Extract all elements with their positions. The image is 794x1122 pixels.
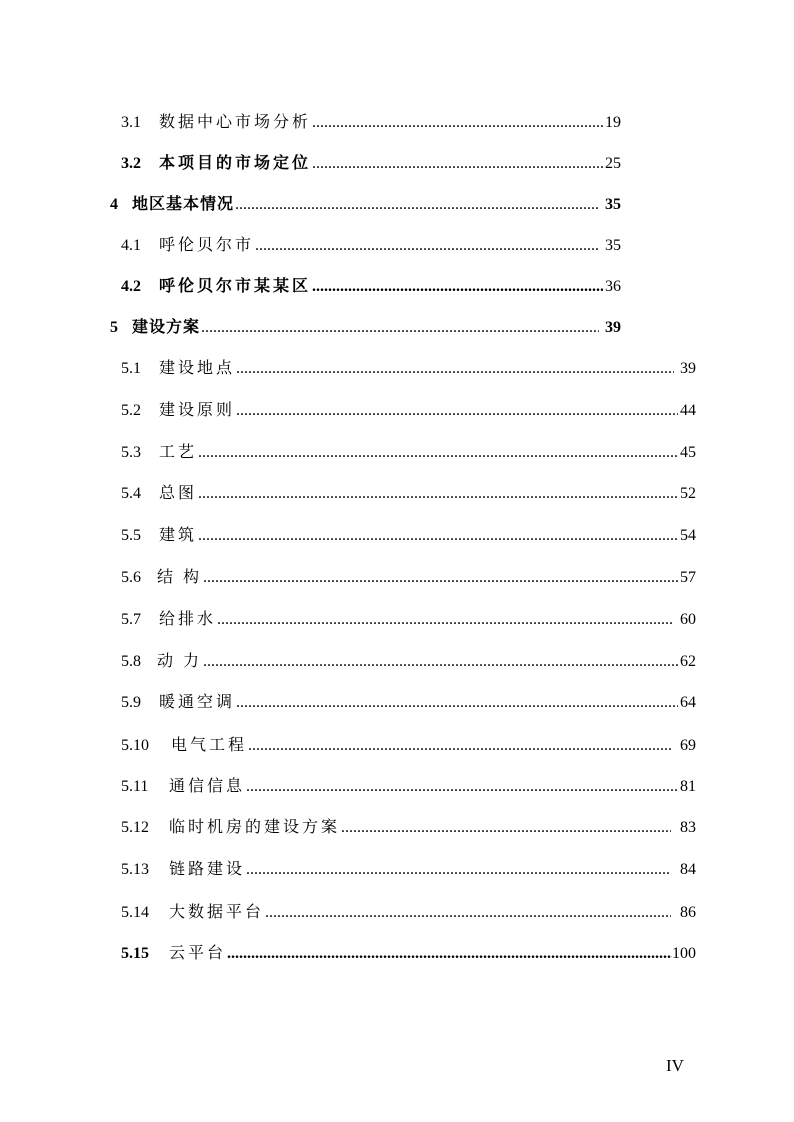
toc-page: 64 bbox=[680, 694, 696, 711]
toc-leader bbox=[312, 154, 603, 174]
toc-page: 36 bbox=[605, 278, 621, 295]
toc-title: 临时机房的建设方案 bbox=[169, 819, 341, 836]
toc-page: 84 bbox=[680, 861, 696, 878]
toc-title: 大数据平台 bbox=[169, 904, 265, 921]
toc-leader bbox=[203, 568, 678, 588]
toc-entry-5-15[interactable] bbox=[121, 944, 696, 964]
toc-entry-5-1[interactable] bbox=[121, 359, 696, 379]
toc-number: 5.6 bbox=[121, 569, 141, 586]
toc-number: 4.1 bbox=[121, 237, 141, 254]
toc-title: 通信信息 bbox=[169, 778, 246, 795]
toc-title: 总图 bbox=[159, 485, 198, 502]
toc-number: 5.8 bbox=[121, 653, 141, 670]
toc-entry-5-4[interactable] bbox=[121, 484, 696, 504]
toc-number: 5.14 bbox=[121, 904, 149, 921]
toc-page: 52 bbox=[680, 485, 696, 502]
toc-number: 4.2 bbox=[121, 278, 141, 295]
toc-leader bbox=[201, 318, 599, 338]
toc-number: 5.3 bbox=[121, 444, 141, 461]
toc-leader bbox=[246, 860, 671, 880]
toc-page: 35 bbox=[605, 237, 621, 254]
toc-entry-5-14[interactable] bbox=[121, 903, 696, 923]
toc-number: 3.1 bbox=[121, 114, 141, 131]
toc-entry-4[interactable] bbox=[110, 195, 621, 215]
toc-leader bbox=[312, 277, 603, 297]
toc-number: 5.9 bbox=[121, 694, 141, 711]
toc-page: 45 bbox=[680, 444, 696, 461]
toc-entry-5-10[interactable] bbox=[121, 736, 696, 756]
page-number: IV bbox=[666, 1056, 684, 1075]
toc-title: 数据中心市场分析 bbox=[159, 114, 312, 131]
toc-leader bbox=[198, 526, 678, 546]
toc-title: 本项目的市场定位 bbox=[159, 155, 312, 172]
toc-page: 100 bbox=[672, 945, 696, 962]
toc-entry-5-3[interactable] bbox=[121, 443, 696, 463]
toc-title: 云平台 bbox=[169, 945, 227, 962]
toc-page: 83 bbox=[680, 819, 696, 836]
toc-number: 5.12 bbox=[121, 819, 149, 836]
toc-page: 81 bbox=[680, 778, 696, 795]
toc-entry-5-9[interactable] bbox=[121, 693, 696, 713]
toc-number: 5.5 bbox=[121, 527, 141, 544]
toc-page: 86 bbox=[680, 904, 696, 921]
toc-leader bbox=[217, 610, 674, 630]
toc-page: 69 bbox=[680, 737, 696, 754]
toc-leader bbox=[227, 944, 672, 964]
toc-page: 39 bbox=[605, 319, 621, 336]
toc-page: 44 bbox=[680, 402, 696, 419]
toc-number: 5.4 bbox=[121, 485, 141, 502]
toc-entry-5-11[interactable] bbox=[121, 777, 696, 797]
toc-title: 结 构 bbox=[157, 569, 203, 586]
toc-number: 5.15 bbox=[121, 945, 149, 962]
toc-leader bbox=[265, 903, 671, 923]
toc-page: 62 bbox=[680, 653, 696, 670]
toc-page: 35 bbox=[605, 196, 621, 213]
toc-number: 5.10 bbox=[121, 737, 149, 754]
toc-leader bbox=[236, 359, 674, 379]
toc-number: 4 bbox=[110, 196, 118, 213]
toc-title: 链路建设 bbox=[169, 861, 246, 878]
toc-entry-3-2[interactable] bbox=[121, 154, 621, 174]
toc-title: 建设原则 bbox=[159, 402, 236, 419]
toc-page: 60 bbox=[680, 611, 696, 628]
toc-entry-3-1[interactable] bbox=[121, 113, 621, 133]
toc-title: 建设地点 bbox=[159, 360, 236, 377]
toc-leader bbox=[255, 236, 599, 256]
toc-title: 工艺 bbox=[159, 444, 198, 461]
toc-leader bbox=[248, 736, 671, 756]
toc-entry-5-13[interactable] bbox=[121, 860, 696, 880]
toc-leader bbox=[236, 401, 678, 421]
toc-leader bbox=[246, 777, 678, 797]
toc-leader bbox=[312, 113, 603, 133]
toc-title: 地区基本情况 bbox=[132, 196, 235, 213]
toc-entry-5-12[interactable] bbox=[121, 818, 696, 838]
toc-leader bbox=[236, 693, 678, 713]
toc-page: 39 bbox=[680, 360, 696, 377]
toc-title: 给排水 bbox=[159, 611, 217, 628]
toc-entry-5-2[interactable] bbox=[121, 401, 696, 421]
toc-entry-5-5[interactable] bbox=[121, 526, 696, 546]
toc-title: 呼伦贝尔市 bbox=[159, 237, 255, 254]
toc-entry-4-1[interactable] bbox=[121, 236, 621, 256]
toc-leader bbox=[198, 484, 678, 504]
toc-title: 建设方案 bbox=[132, 319, 201, 336]
toc-leader bbox=[341, 818, 671, 838]
toc-number: 3.2 bbox=[121, 155, 141, 172]
toc-entry-5-8[interactable] bbox=[121, 652, 696, 672]
toc-entry-4-2[interactable] bbox=[121, 277, 621, 297]
toc-entry-5-7[interactable] bbox=[121, 610, 696, 630]
toc-title: 呼伦贝尔市某某区 bbox=[159, 278, 312, 295]
toc-title: 电气工程 bbox=[171, 737, 248, 754]
toc-title: 动 力 bbox=[157, 653, 203, 670]
toc-page: 25 bbox=[605, 155, 621, 172]
toc-leader bbox=[203, 652, 678, 672]
toc-page: 54 bbox=[680, 527, 696, 544]
toc-number: 5.7 bbox=[121, 611, 141, 628]
toc-number: 5.2 bbox=[121, 402, 141, 419]
toc-entry-5-6[interactable] bbox=[121, 568, 696, 588]
toc-number: 5.1 bbox=[121, 360, 141, 377]
toc-leader bbox=[198, 443, 678, 463]
toc-page: 19 bbox=[605, 114, 621, 131]
toc-number: 5.11 bbox=[121, 778, 149, 795]
toc-title: 建筑 bbox=[159, 527, 198, 544]
toc-title: 暖通空调 bbox=[159, 694, 236, 711]
toc-entry-5[interactable] bbox=[110, 318, 621, 338]
toc-number: 5 bbox=[110, 319, 118, 336]
toc-page: 57 bbox=[680, 569, 696, 586]
toc-leader bbox=[235, 195, 599, 215]
toc-number: 5.13 bbox=[121, 861, 149, 878]
